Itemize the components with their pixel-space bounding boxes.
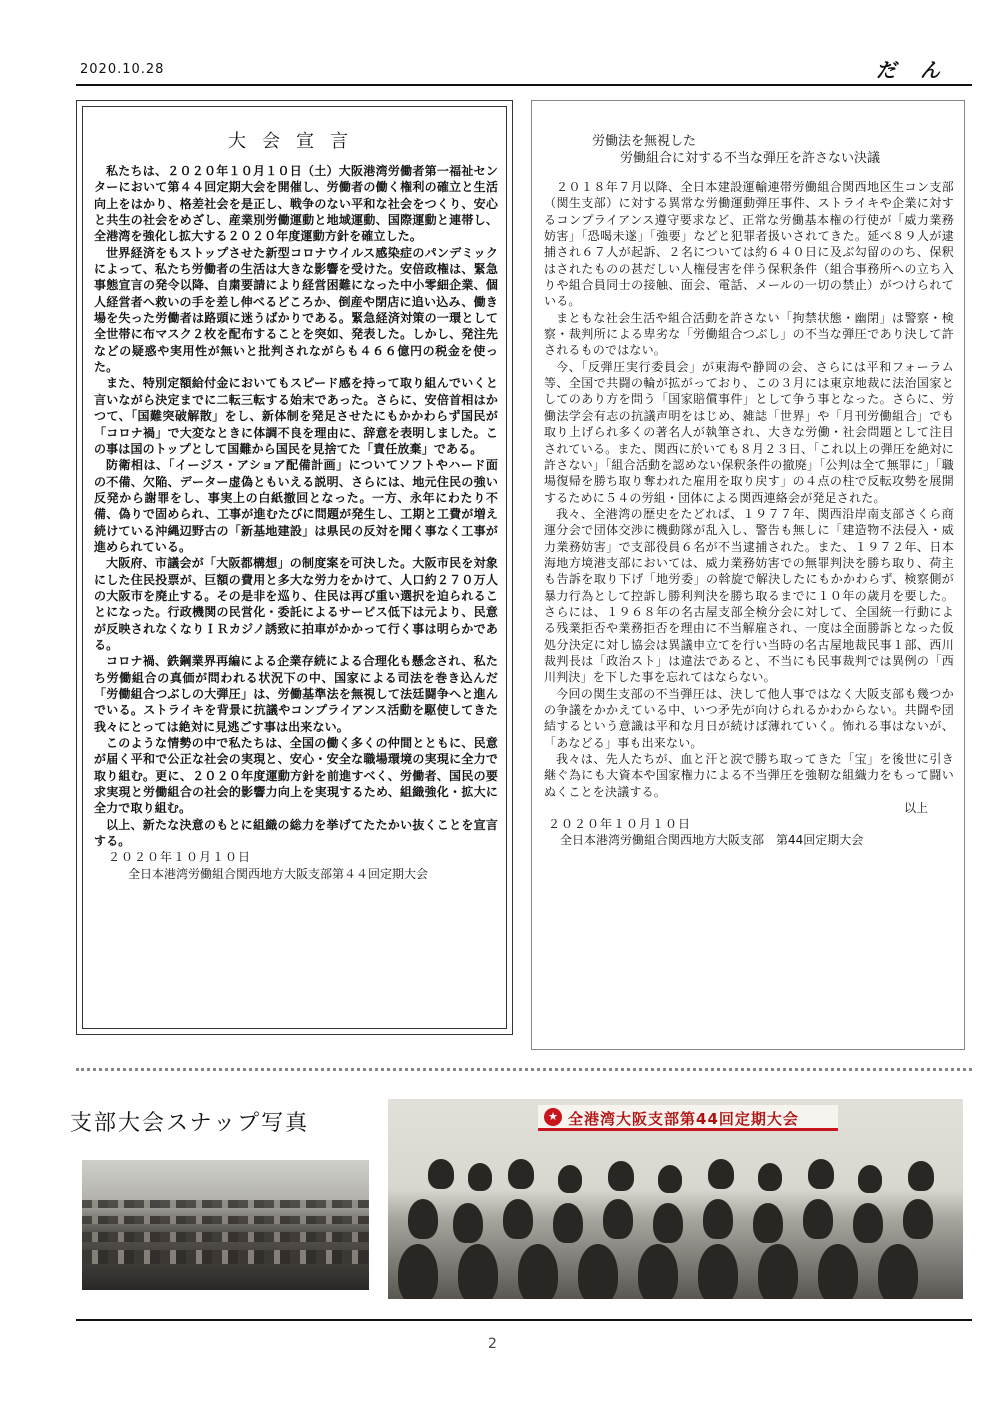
event-banner bbox=[538, 1105, 838, 1131]
resolution-date: ２０２０年１０月１０日 bbox=[548, 817, 692, 832]
resolution-paragraph: 今、「反弾圧実行委員会」が東海や静岡の会、さらには平和フォーラム等、全国で共闘の輪が拡がっており、この３月には東京地裁に法治国家としてのあり方を問う「国家賠償事件」として争う事となった。さらに、労働法学会有志の抗議声明をはじめ、雑誌「世界」や「月刊労働組合」でも取り上げられ多くの著名人が執筆され、大きな労働・社会問題として注目されている。また、関西に於いても８月２３日、「これ以上の弾圧を絶対に許さない」「組合活動を認めない保釈条件の撤廃」「公判は全て無罪に」「職場復帰を勝ち取り奪われた雇用を取り戻す」の４点の柱で反転攻勢を展開するために５４の労組・団体による関西連絡会が発足された。 bbox=[544, 359, 954, 505]
footer-divider bbox=[76, 1319, 972, 1321]
resolution-paragraph: 我々は、先人たちが、血と汗と涙で勝ち取ってきた「宝」を後世に引き継ぐ為にも大資本や国家権力による不当弾圧を強靭な組織力をもって闘いぬくことを決議する。 bbox=[544, 752, 954, 799]
declaration-title: 大会宣言 bbox=[228, 131, 364, 152]
header-divider bbox=[76, 84, 972, 86]
declaration-paragraph: 以上、新たな決意のもとに組織の総力を挙げてたたかい抜くことを宣言する。 bbox=[94, 817, 498, 849]
resolution-body bbox=[544, 179, 954, 800]
meeting-hall-photo bbox=[82, 1160, 369, 1290]
newsletter-title: だん bbox=[876, 58, 964, 82]
declaration-inner-frame bbox=[82, 106, 507, 1029]
resolution-title-line2: 労働組合に対する不当な弾圧を許さない決議 bbox=[620, 151, 881, 166]
page-number: 2 bbox=[488, 1336, 497, 1352]
declaration-paragraph: 世界経済をもストップさせた新型コロナウイルス感染症のパンデミックによって、私たち労働者の生活は大きな影響を受けた。安倍政権は、緊急事態宣言の発令以降、自粛要請により経営困難になった中小零細企業、個人経営者へ救いの手を差し伸べるどころか、倒産や閉店に追い込み、働き場を失った労働者は路頭に迷うばかりである。緊急経済対策の一環として全世帯に布マスク２枚を配布することを突如、発表した。しかし、発注先などの疑惑や実用性が無いと批判されながらも４６６億円の税金を使った。 bbox=[94, 245, 498, 375]
resolution-signature: 全日本港湾労働組合関西地方大阪支部 第44回定期大会 bbox=[560, 833, 864, 848]
declaration-body bbox=[94, 163, 498, 849]
declaration-paragraph: このような情勢の中で私たちは、全国の働く多くの仲間とともに、民意が届く平和で公正な社会の実現と、安心・安全な職場環境の実現に全力で取り組む。更に、２０２０年度運動方針を前進すべく、労働者、国民の要求実現と労働組合の社会的影響力向上を実現するため、組織強化・拡大に全力で取り組む。 bbox=[94, 736, 498, 816]
declaration-signature: 全日本港湾労働組合関西地方大阪支部第４４回定期大会 bbox=[128, 867, 429, 882]
declaration-paragraph: また、特別定額給付金においてもスピード感を持って取り組んでいくと言いながら決定までに二転三転する始末であった。さらに、安倍首相はかつて、「国難突破解散」をし、新体制を発足させたにもかかわらず国民が「コロナ禍」で大変なときに体調不良を理由に、辞意を表明しました。この事は国のトップとして国難から国民を見捨てた「責任放棄」である。 bbox=[94, 376, 498, 456]
resolution-paragraph: ２０１８年７月以降、全日本建設運輸連帯労働組合関西地区生コン支部（関生支部）に対する異常な労働運動弾圧事件、ストライキや企業に対するコンプライアンス遵守要求など、正常な労働基本権の行使が「威力業務妨害」「恐喝未遂」「強要」などと犯罪者扱いされてきた。延べ８９人が逮捕され６７人が起訴、２名については約６４０日に及ぶ勾留ののち、保釈はされたものの甚だしい人権侵害を伴う保釈条件（組合事務所への立ち入りや組合員同士の接触、面会、電話、メールの一切の禁止）がつけられている。 bbox=[544, 180, 954, 309]
banner-text: 全港湾大阪支部第44回定期大会 bbox=[568, 1110, 799, 1128]
resolution-paragraph: まともな社会生活や組合活動を許さない「拘禁状態・幽閉」は警察・検察・裁判所による卑劣な「労働組合つぶし」の不当な弾圧であり決して許されるものではない。 bbox=[544, 310, 954, 358]
declaration-paragraph: 私たちは、２０２０年１０月１０日（土）大阪港湾労働者第一福祉センターにおいて第４４回定期大会を開催し、労働者の働く権利の確立と生活向上をはかり、格差社会を是正し、戦争のない平和な社会をつくり、安心と共生の社会をめざし、産業別労働運動と地域運動、国際運動と連帯し、全港湾を強化し拡大する２０２０年度運動方針を確立した。 bbox=[94, 164, 498, 244]
audience-row bbox=[82, 1216, 369, 1224]
audience-row bbox=[82, 1232, 369, 1242]
declaration-paragraph: 防衛相は、「イージス・アショア配備計画」についてソフトやハード面の不備、欠陥、データー虚偽ともいえる説明、さらには、地元住民の強い反発から謝罪をし、事実上の白紙撤回となった。一方、永年にわたり不備、偽りで固められ、工事が進むたびに問題が発生し、工期と工費が増え続けている沖縄辺野古の「新基地建設」は県民の反対を聞く事なく工事が進められている。 bbox=[94, 458, 498, 554]
declaration-paragraph: 大阪府、市議会が「大阪都構想」の制度案を可決した。大阪市民を対象にした住民投票が、巨額の費用と多大な労力をかけて、人口約２７０万人の大阪市を廃止する。その是非を巡り、住民は再び重い選択を迫られることになった。行政機関の民営化・委託によるサービス低下は元より、民意が反映されなくなりＩＲカジノ誘致に拍車がかかって行く事は明らかである。 bbox=[94, 556, 498, 652]
declaration-box bbox=[76, 100, 513, 1035]
audience-row bbox=[82, 1200, 369, 1208]
group-photo bbox=[388, 1099, 963, 1299]
union-logo-icon: ★ bbox=[544, 1108, 562, 1126]
issue-date: 2020.10.28 bbox=[80, 62, 165, 77]
resolution-closing: 以上 bbox=[903, 801, 928, 816]
declaration-paragraph: コロナ禍、鉄鋼業界再編による企業存続による合理化も懸念され、私たち労働組合の真価が問われる状況下の中、国家による司法を巻き込んだ「労働組合つぶしの大弾圧」は、労働基準法を無視して法廷闘争へと進んでいる。ストライキを背景に抗議やコンプライアンス活動を駆使してきた我々にとっては絶対に見逃ごす事は出来ない。 bbox=[94, 654, 498, 734]
declaration-date: ２０２０年１０月１０日 bbox=[108, 850, 252, 865]
resolution-title-line1: 労働法を無視した bbox=[592, 134, 697, 149]
resolution-box bbox=[531, 100, 965, 1050]
resolution-paragraph: 我々、全港湾の歴史をたどれば、１９７７年、関西沿岸南支部さくら商運分会で団体交渉に機動隊が乱入し、警告も無しに「建造物不法侵入・威力業務妨害」で支部役員６名が不当逮捕された。また、１９７２年、日本海地方境港支部においては、威力業務妨害での無罪判決を勝ち取り、荷主も告訴を取り下げ「地労委」の斡旋で解決したにもかかわらず、検察側が暴力行為として控訴し勝利判決を勝ち取るまでに１０年の歳月を要した。さらには、１９６８年の名古屋支部全検分会に対して、全国統一行動による残業拒否や業務拒否を理由に不当解雇され、一度は全面勝訴となった仮処分決定に対し協会は異議申立てを行い当時の名古屋地裁民事１部、西川裁判長は「政治スト」は違法であると、不当にも民事裁判では異例の「西川判決」を下した事を忘れてはならない。 bbox=[544, 506, 954, 685]
section-separator bbox=[76, 1068, 972, 1071]
resolution-paragraph: 今回の関生支部の不当弾圧は、決して他人事ではなく大阪支部も幾つかの争議をかかえている中、いつ矛先が向けられるかわからない。共闘や団結するという意識は平和な月日が続けば薄れていく。怖れる事はないが、「あなどる」事も出来ない。 bbox=[544, 686, 954, 750]
photo-section-title: 支部大会スナップ写真 bbox=[70, 1111, 310, 1136]
audience-row bbox=[82, 1250, 369, 1264]
